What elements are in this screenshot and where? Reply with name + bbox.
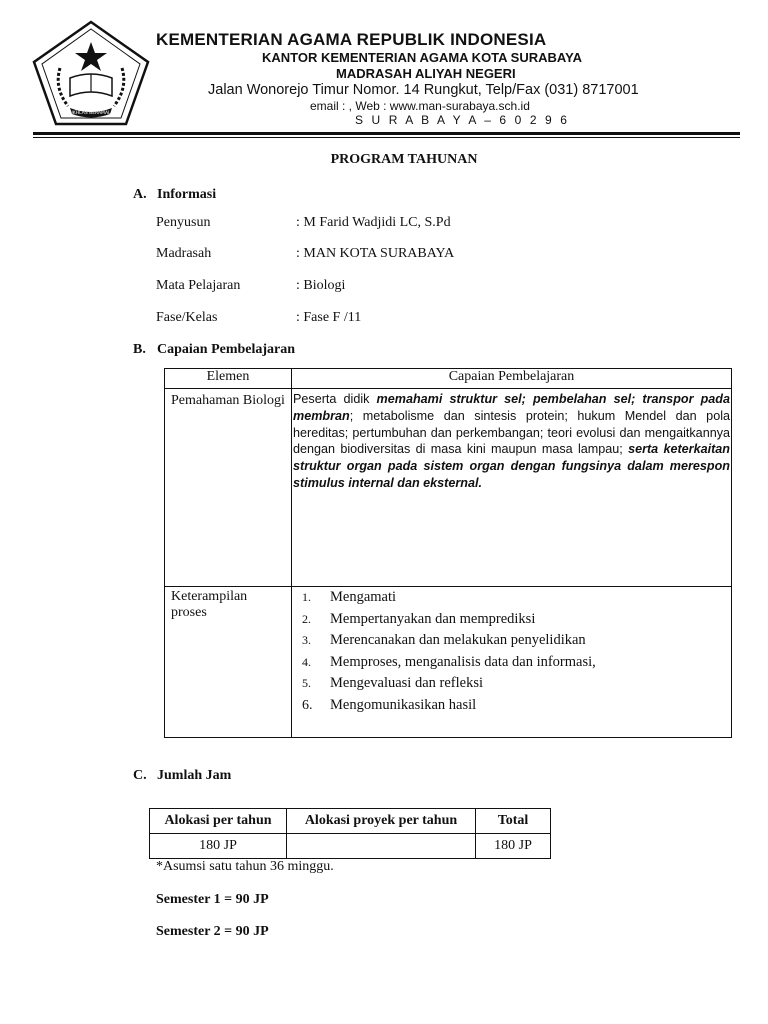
list-item: 1. Mengamati xyxy=(302,589,397,605)
info-value-penyusun: : M Farid Wadjidi LC, S.Pd xyxy=(296,215,451,230)
col-header-capaian: Capaian Pembelajaran xyxy=(292,369,732,389)
list-item: 4. Memproses, menganalisis data dan informasi, xyxy=(302,653,596,670)
skills-cell xyxy=(292,587,732,738)
letterhead-rule-thin xyxy=(33,137,740,138)
letterhead-contact: email : , Web : www.man-surabaya.sch.id xyxy=(310,99,530,113)
cell-proyek xyxy=(287,834,476,859)
cp-description: Peserta didik memahami struktur sel; pembelahan sel; transpor pada membran; metabolisme dan sintesis protein; hukum Mendel dan pola hereditas; pertumbuhan dan perkembangan; teori evolusi dan mengaitkannya dengan biodiversitas di masa kini maupun masa lampau; serta keterkaitan struktur organ pada sistem organ dengan fungsinya dalam merespon stimulus internal dan eksternal. xyxy=(292,389,732,587)
letterhead-ministry: KEMENTERIAN AGAMA REPUBLIK INDONESIA xyxy=(156,30,547,49)
document-title: PROGRAM TAHUNAN xyxy=(330,152,478,167)
element-pemahaman: Pemahaman Biologi xyxy=(165,389,292,587)
cell-alokasi: 180 JP xyxy=(150,834,287,859)
info-label-fase: Fase/Kelas xyxy=(156,310,218,325)
letterhead-city: S U R A B A Y A – 6 0 2 9 6 xyxy=(355,113,570,127)
letterhead-address: Jalan Wonorejo Timur Nomor. 14 Rungkut, Telp/Fax (031) 8717001 xyxy=(208,82,639,98)
col-header-elemen: Elemen xyxy=(165,369,292,389)
svg-text:IKHLAS BERAMAL: IKHLAS BERAMAL xyxy=(71,111,111,116)
list-item: 3. Merencanakan dan melakukan penyelidikan xyxy=(302,632,586,648)
list-item: 6. Mengomunikasikan hasil xyxy=(302,696,477,713)
letterhead-office: KANTOR KEMENTERIAN AGAMA KOTA SURABAYA xyxy=(262,50,582,65)
info-label-madrasah: Madrasah xyxy=(156,246,212,261)
col-header-total: Total xyxy=(476,809,551,834)
assumption-note: *Asumsi satu tahun 36 minggu. xyxy=(156,859,334,874)
semester-2: Semester 2 = 90 JP xyxy=(156,924,269,939)
cell-total: 180 JP xyxy=(476,834,551,859)
jumlah-jam-table xyxy=(149,808,551,859)
list-item: 2. Mempertanyakan dan memprediksi xyxy=(302,610,536,627)
letterhead-school: MADRASAH ALIYAH NEGERI xyxy=(336,66,516,81)
info-value-mapel: : Biologi xyxy=(296,278,346,293)
col-header-alokasi: Alokasi per tahun xyxy=(150,809,287,834)
capaian-table xyxy=(164,368,732,738)
skills-list xyxy=(298,587,725,716)
list-item: 5. Mengevaluasi dan refleksi xyxy=(302,675,484,691)
letterhead-rule-thick xyxy=(33,132,740,135)
ministry-logo-emblem xyxy=(30,18,152,128)
info-value-madrasah: : MAN KOTA SURABAYA xyxy=(296,246,455,261)
section-b-heading: B. Capaian Pembelajaran xyxy=(133,342,296,357)
section-a-heading: A. Informasi xyxy=(133,187,217,202)
info-value-fase: : Fase F /11 xyxy=(296,310,362,325)
col-header-proyek: Alokasi proyek per tahun xyxy=(287,809,476,834)
section-c-heading: C. Jumlah Jam xyxy=(133,768,232,783)
element-keterampilan: Keterampilan proses xyxy=(165,587,292,738)
semester-1: Semester 1 = 90 JP xyxy=(156,892,269,907)
info-label-penyusun: Penyusun xyxy=(156,215,211,230)
info-label-mapel: Mata Pelajaran xyxy=(156,278,241,293)
